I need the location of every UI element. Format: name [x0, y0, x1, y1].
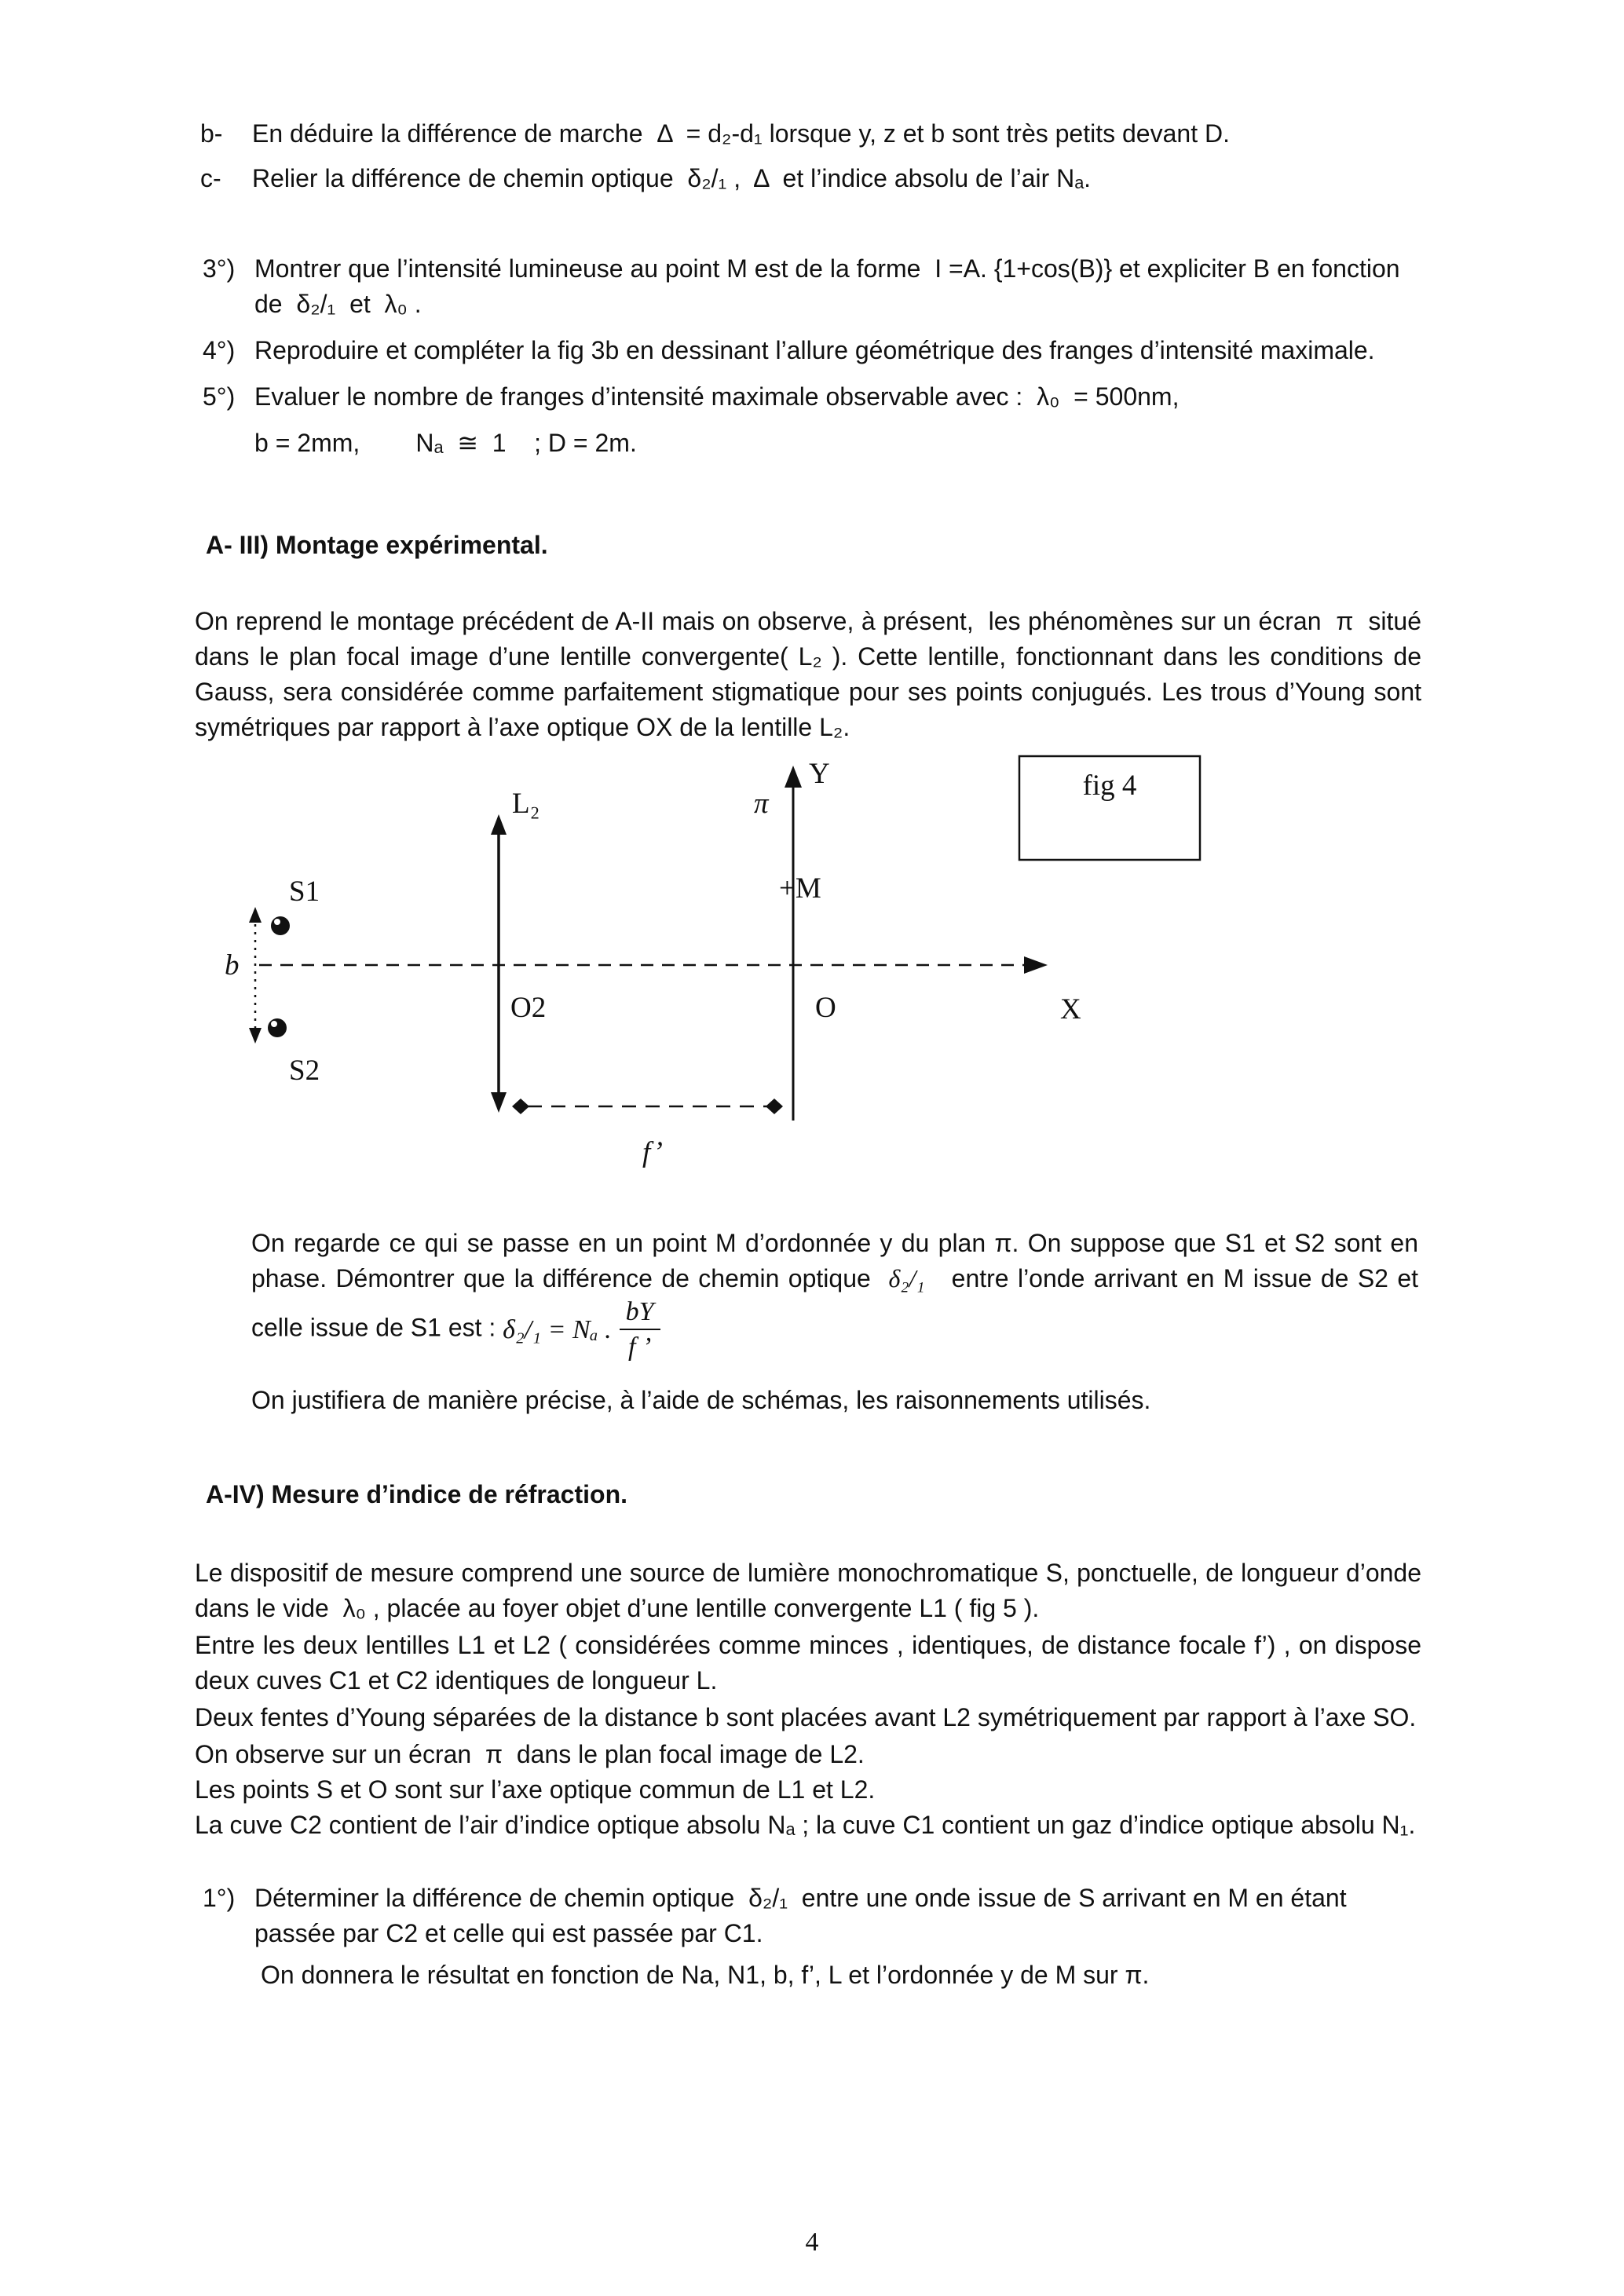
list-item-c	[200, 161, 1421, 196]
question-text: Reproduire et compléter la fig 3b en dessinant l’allure géométrique des franges d’intensité maximale.	[254, 336, 1375, 364]
formula-fraction	[620, 1296, 660, 1362]
m-point-text-2: entre l’onde arrivant en M issue de S2 et celle issue de S1 est :	[251, 1264, 1425, 1342]
fraction-denominator: f ’	[627, 1333, 652, 1362]
a4-paragraph: Le dispositif de mesure comprend une source de lumière monochromatique S, ponctuelle, de longueur d’onde dans le vide λ₀ , placée au foyer objet d’une lentille convergente L1 ( fig 5 ).	[195, 1559, 1428, 1623]
label-O2: O2	[510, 992, 547, 1024]
axis-arrowhead	[1024, 956, 1048, 974]
sub-question-list	[200, 116, 1421, 196]
label-pi: π	[754, 788, 769, 820]
formula-lhs: δ₂/₁ = Nₐ .	[503, 1314, 612, 1344]
y-axis-arrowhead	[785, 766, 802, 788]
label-b: b	[225, 949, 240, 982]
a4-paragraph: La cuve C2 contient de l’air d’indice optique absolu Nₐ ; la cuve C1 contient un gaz d’indice optique absolu N₁.	[195, 1811, 1416, 1840]
a4-paragraph: Les points S et O sont sur l’axe optique commun de L1 et L2.	[195, 1775, 876, 1804]
label-X: X	[1060, 993, 1081, 1026]
justification-note: On justifiera de manière précise, à l’aide de schémas, les raisonnements utilisés.	[251, 1386, 1151, 1415]
fig4-caption: fig 4	[1082, 770, 1137, 802]
b-arrow-top	[249, 907, 262, 923]
question-marker: 3°)	[203, 254, 236, 283]
m-point-text-1: On regarde ce qui se passe en un point M d’ordonnée y du plan π. On suppose que S1 et S2 sont en phase. Démontrer que la différence de chemin optique	[251, 1229, 1425, 1292]
s1-dot	[271, 916, 290, 935]
s2-dot	[268, 1018, 287, 1037]
a4-paragraph: Deux fentes d’Young séparées de la distance b sont placées avant L2 symétriquement par rapport à l’axe SO.	[195, 1703, 1417, 1732]
optics-diagram	[0, 751, 1624, 1196]
question-3	[203, 251, 1421, 322]
a4-paragraph: On observe sur un écran π dans le plan focal image de L2.	[195, 1740, 865, 1769]
lens-arrow-top	[491, 814, 507, 835]
question-text: Montrer que l’intensité lumineuse au point M est de la forme I =A. {1+cos(B)} et expliciter B en fonction de δ₂/₁ et λ₀ .	[254, 254, 1407, 318]
a4-paragraph: Entre les deux lentilles L1 et L2 ( considérées comme minces , identiques, de distance focale f’) , on dispose deux cuves C1 et C2 identiques de longueur L.	[195, 1631, 1428, 1695]
item-text: En déduire la différence de marche Δ = d₂-d₁ lorsque y, z et b sont très petits devant D.	[252, 119, 1230, 148]
lens-arrow-bottom	[491, 1092, 507, 1113]
delta-symbol: δ₂/₁	[888, 1264, 925, 1292]
f-prime-diamond-left	[512, 1099, 529, 1114]
item-text: Relier la différence de chemin optique δ₂/₁ , Δ et l’indice absolu de l’air Nₐ.	[252, 164, 1092, 192]
f-prime-diamond-right	[766, 1099, 783, 1114]
item-marker: b-	[200, 119, 223, 148]
item-marker: c-	[200, 164, 221, 192]
question-1-note: On donnera le résultat en fonction de Na, N1, b, f’, L et l’ordonnée y de M sur π.	[261, 1961, 1150, 1990]
label-S2: S2	[289, 1055, 320, 1087]
label-f-prime: f’	[642, 1136, 663, 1168]
label-Y: Y	[809, 758, 830, 790]
question-list	[203, 251, 1421, 461]
question-marker: 4°)	[203, 336, 236, 364]
question-text: Evaluer le nombre de franges d’intensité maximale observable avec : λ₀ = 500nm,	[254, 382, 1180, 411]
section-a4-body	[195, 1556, 1428, 1843]
question-5	[203, 379, 1421, 415]
question-5-values: b = 2mm, Nₐ ≅ 1 ; D = 2m.	[254, 429, 637, 457]
section-a3-heading: A- III) Montage expérimental.	[206, 531, 548, 559]
section-a4-heading: A-IV) Mesure d’indice de réfraction.	[206, 1480, 627, 1509]
path-difference-formula	[503, 1296, 660, 1362]
label-S1: S1	[289, 876, 320, 908]
page-number: 4	[805, 2228, 819, 2257]
question-marker: 1°)	[203, 1884, 236, 1913]
question-4	[203, 333, 1421, 368]
fraction-numerator: bY	[620, 1296, 660, 1330]
figure-4	[0, 751, 1624, 1196]
section-a3-intro: On reprend le montage précédent de A-II mais on observe, à présent, les phénomènes sur un écran π situé dans le plan focal image d’une lentille convergente( L₂ ). Cette lentille, fonctionnant dans les conditions de Gauss, sera considérée comme parfaitement stigmatique pour ses points conjugués. Les trous d’Young sont symétriques par rapport à l’axe optique OX de la lentille L₂.	[195, 607, 1428, 741]
question-1-text: Déterminer la différence de chemin optique δ₂/₁ entre une onde issue de S arrivant en M en étant passée par C2 et celle qui est passée par C1.	[254, 1884, 1354, 1948]
question-marker: 5°)	[203, 382, 236, 411]
label-O: O	[815, 992, 836, 1024]
label-L2: L₂	[512, 788, 540, 820]
label-M: +M	[779, 872, 821, 905]
paragraph-m-point	[251, 1226, 1425, 1362]
b-arrow-bottom	[249, 1028, 262, 1044]
question-1	[203, 1881, 1421, 1993]
list-item-b	[200, 116, 1421, 152]
